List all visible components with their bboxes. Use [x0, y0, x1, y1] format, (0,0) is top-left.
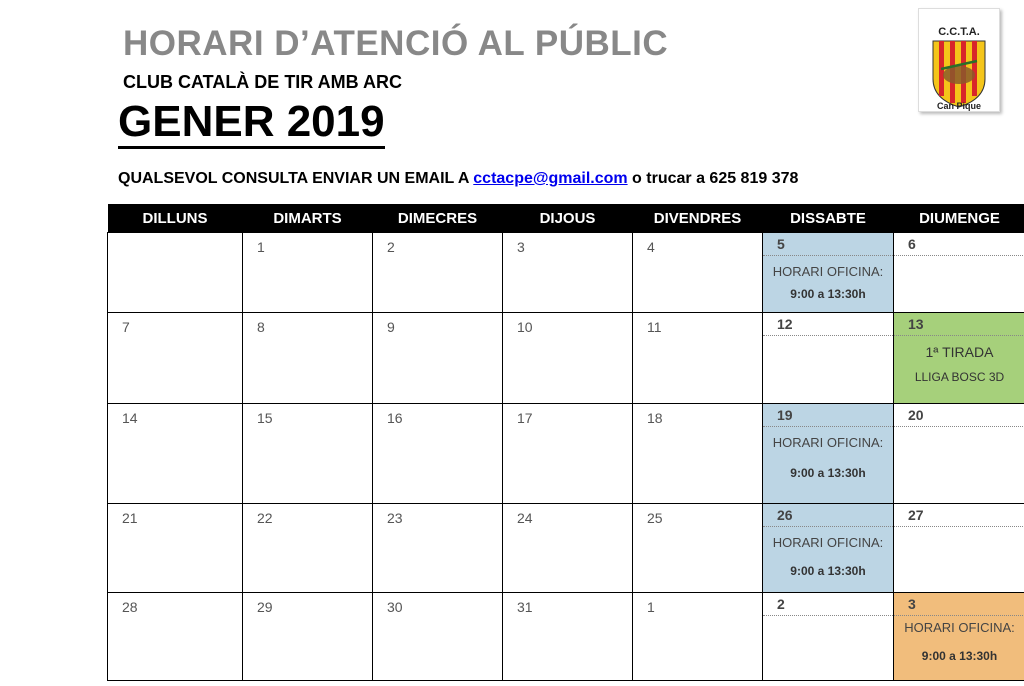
office-hours-time: 9:00 a 13:30h — [790, 466, 866, 480]
day-number: 18 — [647, 410, 663, 426]
day-cell — [243, 313, 373, 404]
day-number: 24 — [517, 510, 533, 526]
sunday-cell — [894, 404, 1024, 504]
day-number: 30 — [387, 599, 403, 615]
day-cell — [633, 313, 763, 404]
day-number: 19 — [763, 404, 893, 427]
day-number: 2 — [763, 593, 893, 616]
day-number: 9 — [387, 319, 395, 335]
day-number: 1 — [647, 599, 655, 615]
saturday-cell — [763, 313, 894, 404]
day-number: 22 — [257, 510, 273, 526]
day-number: 31 — [517, 599, 533, 615]
logo-bottom-text: Can Pique — [936, 101, 982, 111]
contact-suffix: o trucar a 625 819 378 — [627, 170, 799, 187]
day-cell — [503, 593, 633, 681]
day-number: 13 — [894, 313, 1024, 336]
day-number: 23 — [387, 510, 403, 526]
office-hours-time: 9:00 a 13:30h — [921, 649, 998, 663]
day-number: 14 — [122, 410, 138, 426]
day-number: 5 — [763, 233, 893, 256]
day-cell — [108, 404, 243, 504]
day-cell — [373, 313, 503, 404]
club-name: CLUB CATALÀ DE TIR AMB ARC — [123, 72, 402, 92]
day-number: 10 — [517, 319, 533, 335]
day-number: 17 — [517, 410, 533, 426]
week-row — [108, 593, 1024, 681]
day-cell — [503, 233, 633, 313]
day-number: 8 — [257, 319, 265, 335]
saturday-office-cell — [763, 233, 894, 313]
day-cell — [243, 404, 373, 504]
day-number: 12 — [763, 313, 893, 336]
club-logo — [918, 8, 1000, 112]
weekday-tuesday: DIMARTS — [243, 204, 373, 233]
day-number: 28 — [122, 599, 138, 615]
day-cell — [243, 504, 373, 593]
day-cell — [633, 404, 763, 504]
calendar-table — [107, 204, 1024, 681]
day-cell — [243, 593, 373, 681]
contact-prefix: QUALSEVOL CONSULTA ENVIAR UN EMAIL A — [118, 170, 474, 187]
day-number: 25 — [647, 510, 663, 526]
day-number: 1 — [257, 239, 265, 255]
office-hours-label: HORARI OFICINA: — [772, 435, 884, 450]
day-number: 2 — [387, 239, 395, 255]
shield-logo-icon — [919, 9, 999, 111]
office-hours-label: HORARI OFICINA: — [772, 264, 884, 279]
sunday-cell — [894, 504, 1024, 593]
weekday-sunday: DIUMENGE — [894, 204, 1024, 233]
day-number: 20 — [894, 404, 1024, 427]
day-cell — [108, 593, 243, 681]
day-cell — [633, 593, 763, 681]
day-cell — [633, 504, 763, 593]
office-hours-label: HORARI OFICINA: — [904, 620, 1015, 635]
weekday-header-row — [108, 204, 1024, 233]
day-cell — [108, 313, 243, 404]
day-number: 16 — [387, 410, 403, 426]
day-cell — [503, 313, 633, 404]
saturday-office-cell — [763, 404, 894, 504]
day-number: 7 — [122, 319, 130, 335]
saturday-cell — [763, 593, 894, 681]
day-number: 11 — [647, 319, 662, 335]
sunday-office-cell — [894, 593, 1024, 681]
competition-title: 1ª TIRADA — [925, 344, 994, 360]
day-number: 15 — [257, 410, 273, 426]
day-cell — [243, 233, 373, 313]
week-row — [108, 313, 1024, 404]
day-cell — [373, 233, 503, 313]
day-cell — [503, 404, 633, 504]
week-row — [108, 404, 1024, 504]
sunday-cell — [894, 233, 1024, 313]
saturday-office-cell — [763, 504, 894, 593]
weekday-saturday: DISSABTE — [763, 204, 894, 233]
competition-league: LLIGA BOSC 3D — [914, 370, 1005, 384]
page-title: HORARI D’ATENCIÓ AL PÚBLIC — [123, 24, 669, 63]
day-number: 4 — [647, 239, 655, 255]
day-number: 29 — [257, 599, 273, 615]
day-cell — [373, 593, 503, 681]
weekday-wednesday: DIMECRES — [373, 204, 503, 233]
office-hours-time: 9:00 a 13:30h — [790, 287, 866, 301]
day-number: 3 — [894, 593, 1024, 616]
month-heading: GENER 2019 — [118, 98, 385, 149]
weekday-thursday: DIJOUS — [503, 204, 633, 233]
logo-top-text: C.C.T.A. — [938, 26, 980, 38]
week-row — [108, 504, 1024, 593]
day-cell — [633, 233, 763, 313]
day-number: 3 — [517, 239, 525, 255]
day-number: 6 — [894, 233, 1024, 256]
weekday-monday: DILLUNS — [108, 204, 243, 233]
day-cell — [503, 504, 633, 593]
day-cell — [373, 504, 503, 593]
contact-line — [118, 170, 798, 188]
day-number: 27 — [894, 504, 1024, 527]
office-hours-time: 9:00 a 13:30h — [790, 564, 866, 578]
day-number: 21 — [122, 510, 138, 526]
day-number: 26 — [763, 504, 893, 527]
day-cell — [108, 233, 243, 313]
day-cell — [373, 404, 503, 504]
day-cell — [108, 504, 243, 593]
email-link[interactable]: cctacpe@gmail.com — [473, 170, 628, 187]
sunday-competition-cell — [894, 313, 1024, 404]
weekday-friday: DIVENDRES — [633, 204, 763, 233]
office-hours-label: HORARI OFICINA: — [772, 535, 884, 550]
week-row — [108, 233, 1024, 313]
